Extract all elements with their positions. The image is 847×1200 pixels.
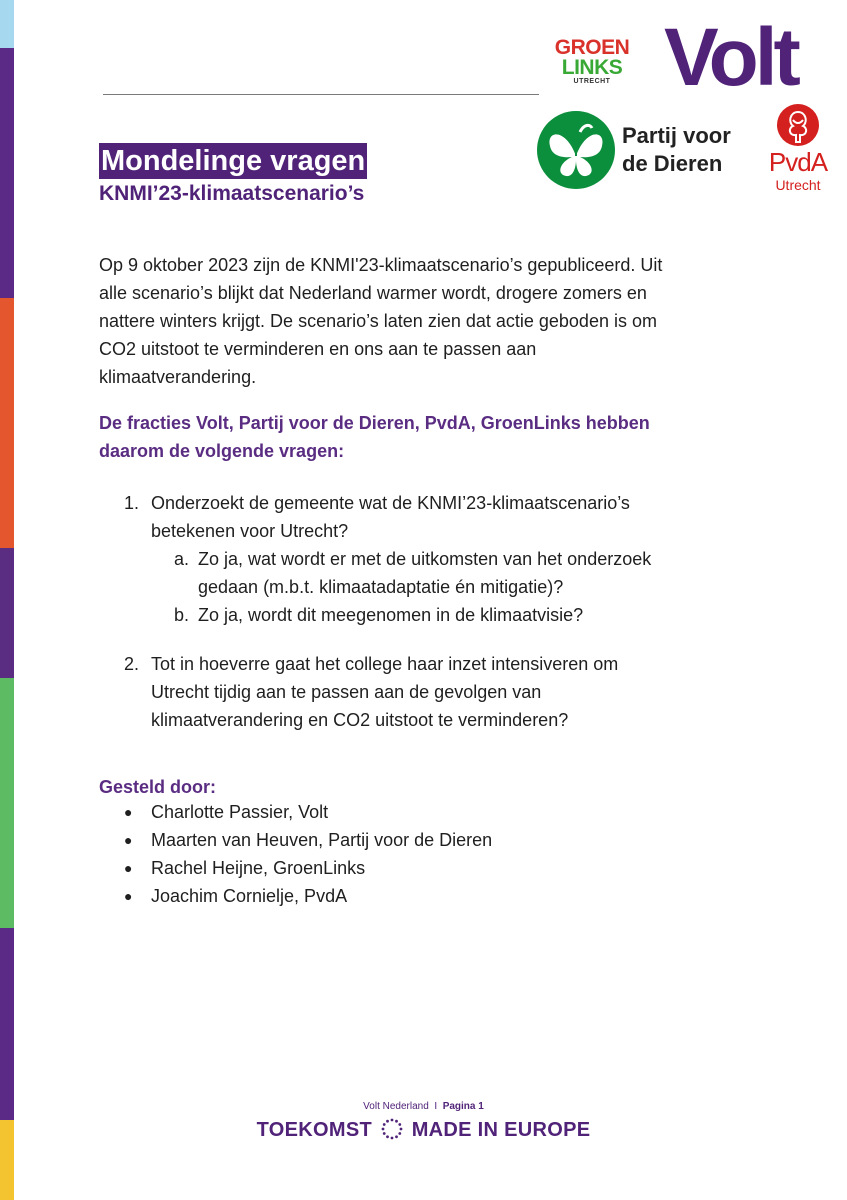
asked-by-name: Rachel Heijne, GroenLinks [151, 858, 366, 878]
question-line: klimaatverandering en CO2 uitstoot te verminderen? [151, 710, 569, 730]
asked-by-name: Maarten van Heuven, Partij voor de Dieren [151, 830, 493, 850]
question-line: Tot in hoeverre gaat het college haar inzet intensiveren om [151, 654, 619, 674]
intro-line: klimaatverandering. [99, 367, 257, 387]
side-stripe-light-blue [0, 0, 14, 48]
subquestion-line: gedaan (m.b.t. klimaatadaptatie én mitigatie)? [198, 577, 564, 597]
side-stripe-purple [0, 48, 14, 298]
asked-by-name: Charlotte Passier, Volt [151, 802, 329, 822]
asked-by-label: Gesteld door: [99, 777, 217, 797]
question-line: Onderzoekt de gemeente wat de KNMI’23-klimaatscenario’s [151, 493, 630, 513]
footer-page-number: Pagina 1 [442, 1101, 484, 1112]
subquestion-marker: a. [174, 549, 190, 569]
bullet-icon: ● [124, 860, 133, 876]
footer-slogan-right: MADE IN EUROPE [411, 1119, 591, 1141]
rose-icon [775, 102, 821, 148]
question-text [151, 489, 751, 545]
question-line: betekenen voor Utrecht? [151, 521, 349, 541]
subquestion-text [198, 601, 748, 629]
intro-paragraph [99, 251, 749, 391]
intro-line: nattere winters krijgt. De scenario’s laten zien dat actie geboden is om [99, 311, 657, 331]
lead-line: daarom de volgende vragen: [99, 441, 345, 461]
footer-org: Volt Nederland [363, 1101, 429, 1112]
footer-page-info [0, 1101, 847, 1112]
volt-logo: Volt [664, 12, 797, 103]
groenlinks-logo-links: LINKS [561, 56, 623, 79]
pvdd-logo-line1: Partij voor [622, 123, 731, 148]
questions-lead [99, 409, 749, 465]
pvda-logo-name: PvdA [768, 147, 828, 177]
bullet-icon: ● [124, 832, 133, 848]
subquestion-line: Zo ja, wat wordt er met de uitkomsten van het onderzoek [198, 549, 652, 569]
intro-line: Op 9 oktober 2023 zijn de KNMI'23-klimaatscenario’s gepubliceerd. Uit [99, 255, 663, 275]
question-1 [0, 489, 847, 629]
question-number: 1. [124, 493, 140, 513]
side-stripe-purple-3 [0, 928, 14, 1120]
groenlinks-logo-city: UTRECHT [573, 78, 611, 85]
page-title: Mondelinge vragen [101, 145, 366, 177]
bullet-icon: ● [124, 804, 133, 820]
question-2 [0, 650, 847, 734]
page-subtitle: KNMI’23-klimaatscenario’s [99, 182, 365, 205]
intro-line: alle scenario’s blijkt dat Nederland warmer wordt, drogere zomers en [99, 283, 647, 303]
subquestion-marker: b. [174, 605, 190, 625]
question-text [151, 650, 751, 734]
eu-stars-icon [381, 1118, 403, 1140]
question-number: 2. [124, 654, 140, 674]
asked-by-name: Joachim Cornielje, PvdA [151, 886, 348, 906]
pvda-logo [752, 100, 844, 200]
footer-separator: I [434, 1101, 438, 1112]
intro-line: CO2 uitstoot te verminderen en ons aan te passen aan [99, 339, 537, 359]
lead-line: De fracties Volt, Partij voor de Dieren, PvdA, GroenLinks hebben [99, 413, 650, 433]
pvdd-logo-line2: de Dieren [622, 151, 723, 176]
subquestion-text [198, 545, 748, 601]
pvda-logo-city: Utrecht [775, 177, 821, 193]
header-rule [103, 94, 539, 95]
butterfly-icon [536, 110, 616, 190]
subquestion-line: Zo ja, wordt dit meegenomen in de klimaatvisie? [198, 605, 584, 625]
groenlinks-logo-groen: GROEN [554, 36, 630, 59]
footer-slogan-left: TOEKOMST [256, 1119, 372, 1141]
pvdd-logo-text [622, 122, 731, 178]
footer-slogan [0, 1118, 847, 1142]
question-line: Utrecht tijdig aan te passen aan de gevolgen van [151, 682, 542, 702]
groenlinks-logo [544, 38, 640, 85]
bullet-icon: ● [124, 888, 133, 904]
pvdd-logo [536, 110, 741, 192]
